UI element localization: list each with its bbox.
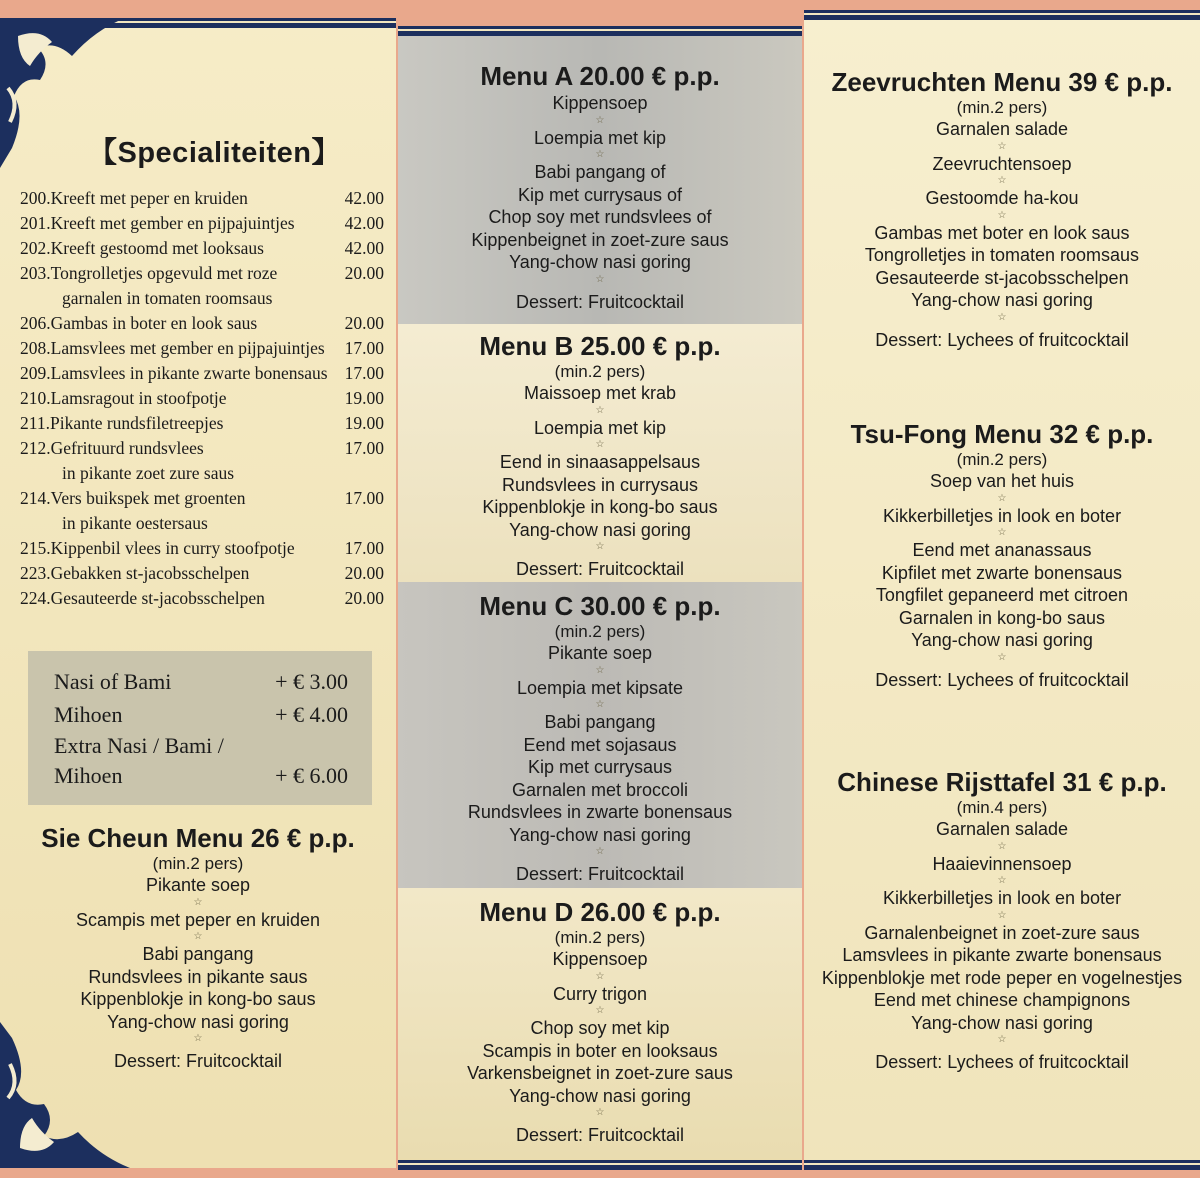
menu-item: Gambas met boter en look saus [874, 222, 1130, 243]
menu-c [398, 590, 802, 886]
menu-item: Yang-chow nasi goring [509, 824, 691, 845]
specialiteit-row [20, 461, 392, 486]
specialiteit-row [20, 261, 392, 286]
menu-d [398, 896, 802, 1147]
specialiteit-row [20, 186, 392, 211]
specialiteit-row [20, 286, 392, 311]
extra-row [54, 731, 348, 761]
bottom-border [804, 1160, 1200, 1170]
specialiteit-name: 212.Gefrituurd rundsvlees [20, 438, 204, 458]
menu-min-persons: (min.2 pers) [554, 362, 646, 381]
menu-item: Yang-chow nasi goring [911, 290, 1093, 310]
menu-item: Pikante soep [145, 875, 251, 895]
star-icon: ☆ [595, 273, 605, 285]
menu-zeevruchten [804, 66, 1200, 352]
specialiteit-row [20, 336, 392, 361]
menu-item: Rundsvlees in currysaus [501, 474, 699, 495]
star-icon: ☆ [595, 114, 605, 126]
menu-min-persons: (min.2 pers) [152, 854, 244, 873]
menu-item: Soep van het huis [929, 471, 1075, 491]
specialiteit-row [20, 586, 392, 611]
menu-dessert: Dessert: Lychees of fruitcocktail [875, 1052, 1129, 1072]
menu-title: Tsu-Fong Menu 32 € p.p. [850, 419, 1154, 449]
specialiteit-name: 214.Vers buikspek met groenten [20, 488, 246, 508]
extras-box [28, 651, 372, 805]
extra-label: Mihoen [54, 763, 123, 788]
specialiteit-name: 201.Kreeft met gember en pijpajuintjes [20, 213, 295, 233]
specialiteit-price: 17.00 [344, 538, 384, 558]
menu-a [398, 60, 802, 314]
menu-item: Eend met sojasaus [523, 734, 677, 755]
menu-item: Chop soy met rundsvlees of [488, 207, 712, 227]
specialiteit-price: 19.00 [344, 388, 384, 408]
menu-min-persons: (min.2 pers) [554, 928, 646, 947]
menu-min-persons: (min.2 pers) [554, 622, 646, 641]
star-icon: ☆ [595, 970, 605, 982]
menu-a-section [398, 36, 802, 324]
menu-item: Garnalen salade [935, 119, 1069, 139]
menu-b [398, 330, 802, 581]
star-icon: ☆ [595, 1005, 605, 1016]
right-panel [804, 10, 1200, 1170]
menu-item: Rundsvlees in pikante saus [88, 966, 308, 987]
menu-item: Varkensbeignet in zoet-zure saus [467, 1063, 733, 1083]
star-icon: ☆ [997, 1034, 1007, 1045]
specialiteit-name: 200.Kreeft met peper en kruiden [20, 188, 248, 208]
star-icon: ☆ [997, 909, 1007, 921]
star-icon: ☆ [193, 931, 203, 942]
menu-item: Kippenblokje in kong-bo saus [482, 497, 718, 517]
extra-label: Mihoen [54, 702, 123, 727]
menu-dessert: Dessert: Fruitcocktail [113, 1051, 283, 1071]
menu-item: Rundsvlees in zwarte bonensaus [467, 802, 733, 822]
specialiteit-price: 17.00 [344, 438, 384, 458]
menu-min-persons: (min.2 pers) [956, 450, 1048, 469]
menu-title: Zeevruchten Menu 39 € p.p. [831, 67, 1173, 97]
specialiteit-price: 17.00 [344, 338, 384, 358]
menu-title: Menu D 26.00 € p.p. [479, 897, 721, 927]
specialiteit-price: 42.00 [344, 213, 384, 233]
menu-item: Garnalenbeignet in zoet-zure saus [864, 922, 1140, 943]
menu-item: Garnalen in kong-bo saus [898, 607, 1106, 628]
menu-item: Gestoomde ha-kou [925, 188, 1079, 208]
menu-item: Babi pangang of [534, 162, 666, 182]
extra-row [54, 665, 348, 698]
menu-dessert: Dessert: Fruitcocktail [515, 864, 685, 884]
star-icon: ☆ [997, 492, 1007, 504]
extra-price: + € 4.00 [275, 702, 348, 727]
menu-item: Kip met currysaus [527, 757, 673, 777]
menu-title: Menu A 20.00 € p.p. [480, 61, 720, 91]
menu-item: Kippenblokje in kong-bo saus [80, 989, 316, 1009]
menu-item: Haaievinnensoep [932, 853, 1072, 874]
star-icon: ☆ [595, 1107, 605, 1118]
menu-item: Loempia met kipsate [516, 677, 684, 698]
menu-b-section [398, 324, 802, 582]
menu-item: Scampis met peper en kruiden [75, 909, 321, 930]
specialiteiten-title: 【Specialiteiten】 [88, 137, 341, 169]
menu-item: Kip met currysaus of [517, 184, 683, 205]
specialiteit-price [336, 286, 384, 311]
specialiteit-price: 19.00 [344, 413, 384, 433]
menu-item: Curry trigon [552, 983, 648, 1004]
star-icon: ☆ [595, 699, 605, 710]
menu-item: Kipfilet met zwarte bonensaus [881, 562, 1123, 583]
specialiteit-row [20, 311, 392, 336]
star-icon: ☆ [997, 175, 1007, 186]
menu-item: Eend met ananassaus [912, 540, 1092, 560]
menu-item: Tongrolletjes in tomaten roomsaus [864, 245, 1140, 265]
menu-item: Chop soy met kip [530, 1018, 670, 1038]
menu-item: Eend in sinaasappelsaus [499, 452, 701, 472]
middle-panel [398, 26, 802, 1170]
star-icon: ☆ [997, 840, 1007, 852]
specialiteit-row [20, 436, 392, 461]
menu-dessert: Dessert: Fruitcocktail [515, 291, 685, 312]
specialiteit-row [20, 361, 392, 386]
specialiteit-name: in pikante zoet zure saus [62, 463, 235, 483]
menu-item: Pikante soep [547, 643, 653, 663]
menu-item: Loempia met kip [533, 417, 667, 438]
specialiteit-row [20, 411, 392, 436]
menu-item: Kippensoep [552, 949, 648, 969]
specialiteit-name: 209.Lamsvlees in pikante zwarte bonensaus [20, 363, 328, 383]
menu-dessert: Dessert: Lychees of fruitcocktail [875, 669, 1129, 690]
specialiteit-price: 20.00 [344, 263, 384, 283]
menu-item: Yang-chow nasi goring [509, 519, 691, 540]
specialiteit-name: 223.Gebakken st-jacobsschelpen [20, 563, 250, 583]
menu-item: Yang-chow nasi goring [911, 630, 1093, 650]
star-icon: ☆ [595, 439, 605, 450]
specialiteit-name: 202.Kreeft gestoomd met looksaus [20, 238, 264, 258]
specialiteit-name: 210.Lamsragout in stoofpotje [20, 388, 227, 408]
extra-label: Nasi of Bami [54, 669, 172, 694]
extra-label: Extra Nasi / Bami / [54, 733, 224, 758]
specialiteit-row [20, 486, 392, 511]
bottom-border [398, 1160, 802, 1170]
star-icon: ☆ [997, 311, 1007, 323]
menu-d-section [398, 888, 802, 1158]
star-icon: ☆ [997, 209, 1007, 221]
menu-item: Eend met chinese champignons [873, 990, 1131, 1010]
menu-item: Lamsvlees in pikante zwarte bonensaus [842, 945, 1162, 965]
menu-chinese-rijsttafel [804, 766, 1200, 1074]
menu-item: Kikkerbilletjes in look en boter [882, 505, 1122, 526]
star-icon: ☆ [595, 541, 605, 552]
star-icon: ☆ [595, 149, 605, 160]
specialiteit-price: 42.00 [344, 188, 384, 208]
specialiteit-price: 17.00 [344, 488, 384, 508]
specialiteit-row [20, 511, 392, 536]
extra-row [54, 761, 348, 791]
specialiteit-name: 203.Tongrolletjes opgevuld met roze [20, 263, 278, 283]
menu-item: Babi pangang [142, 944, 254, 964]
menu-item: Scampis in boter en looksaus [482, 1040, 718, 1061]
menu-item: Gesauteerde st-jacobsschelpen [875, 267, 1129, 288]
menu-dessert: Dessert: Lychees of fruitcocktail [875, 329, 1129, 350]
menu-tsu-fong [804, 418, 1200, 692]
star-icon: ☆ [997, 651, 1007, 663]
specialiteit-price [336, 461, 384, 486]
star-icon: ☆ [997, 140, 1007, 152]
menu-item: Tongfilet gepaneerd met citroen [875, 585, 1129, 605]
specialiteit-price [336, 511, 384, 536]
menu-item: Babi pangang [544, 712, 656, 732]
star-icon: ☆ [193, 1033, 203, 1044]
extra-row [54, 698, 348, 731]
menu-item: Garnalen met broccoli [511, 779, 689, 800]
menu-item: Loempia met kip [533, 127, 667, 148]
specialiteit-name: in pikante oestersaus [62, 513, 208, 533]
menu-item: Yang-chow nasi goring [509, 1085, 691, 1106]
specialiteit-row [20, 536, 392, 561]
specialiteit-name: 215.Kippenbil vlees in curry stoofpotje [20, 538, 295, 558]
menu-item: Yang-chow nasi goring [509, 252, 691, 272]
top-border [398, 26, 802, 36]
star-icon: ☆ [193, 896, 203, 908]
menu-item: Garnalen salade [935, 819, 1069, 839]
left-panel [0, 18, 396, 1168]
specialiteit-name: 224.Gesauteerde st-jacobsschelpen [20, 588, 265, 608]
specialiteit-row [20, 386, 392, 411]
menu-dessert: Dessert: Fruitcocktail [515, 1125, 685, 1145]
specialiteit-price: 20.00 [344, 313, 384, 333]
top-border [804, 10, 1200, 20]
specialiteit-name: 208.Lamsvlees met gember en pijpajuintjes [20, 338, 325, 358]
menu-title: Menu C 30.00 € p.p. [479, 591, 721, 621]
menu-title: Menu B 25.00 € p.p. [479, 331, 721, 361]
star-icon: ☆ [595, 404, 605, 416]
star-icon: ☆ [595, 664, 605, 676]
menu-title: Chinese Rijsttafel 31 € p.p. [837, 767, 1167, 797]
specialiteit-name: 206.Gambas in boter en look saus [20, 313, 258, 333]
specialiteit-row [20, 211, 392, 236]
specialiteit-price: 20.00 [344, 563, 384, 583]
menu-item: Zeevruchtensoep [932, 153, 1072, 174]
menu-c-section [398, 582, 802, 888]
menu-item: Yang-chow nasi goring [107, 1011, 289, 1032]
specialiteiten-list [20, 186, 392, 611]
menu-dessert: Dessert: Fruitcocktail [515, 559, 685, 579]
specialiteit-name: garnalen in tomaten roomsaus [62, 288, 273, 308]
menu-item: Kikkerbilletjes in look en boter [882, 888, 1122, 908]
extra-price: + € 3.00 [275, 669, 348, 694]
specialiteit-price: 20.00 [344, 588, 384, 608]
specialiteit-price: 42.00 [344, 238, 384, 258]
menu-title: Sie Cheun Menu 26 € p.p. [41, 823, 355, 853]
menu-item: Kippenblokje met rode peper en vogelnestjes [821, 967, 1183, 988]
menu-item: Kippensoep [552, 93, 648, 113]
specialiteit-row [20, 236, 392, 261]
specialiteit-name: 211.Pikante rundsfiletreepjes [20, 413, 224, 433]
extra-price: + € 6.00 [275, 763, 348, 788]
menu-item: Kippenbeignet in zoet-zure saus [471, 229, 729, 250]
menu-sie-cheun [10, 822, 386, 1073]
star-icon: ☆ [595, 846, 605, 857]
star-icon: ☆ [997, 527, 1007, 538]
menu-item: Maissoep met krab [523, 383, 677, 403]
menu-min-persons: (min.2 pers) [956, 98, 1048, 117]
star-icon: ☆ [997, 875, 1007, 886]
menu-item: Yang-chow nasi goring [911, 1012, 1093, 1033]
specialiteit-row [20, 561, 392, 586]
specialiteit-price: 17.00 [344, 363, 384, 383]
menu-min-persons: (min.4 pers) [956, 798, 1048, 817]
